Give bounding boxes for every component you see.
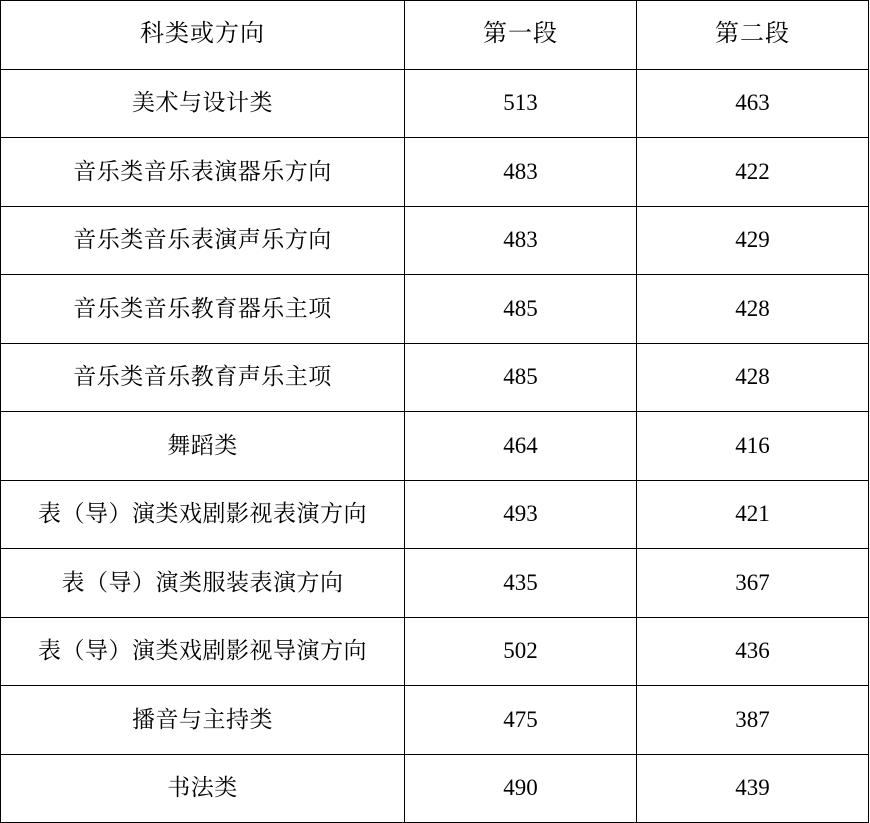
major-name: 播音与主持类 bbox=[1, 686, 405, 755]
column-header-segment-2: 第二段 bbox=[637, 1, 869, 70]
segment-2-score: 421 bbox=[637, 480, 869, 549]
column-header-major: 科类或方向 bbox=[1, 1, 405, 70]
table-header-row bbox=[1, 1, 869, 70]
segment-2-score: 387 bbox=[637, 686, 869, 755]
major-name: 表（导）演类戏剧影视表演方向 bbox=[1, 480, 405, 549]
table-row bbox=[1, 138, 869, 207]
table-row bbox=[1, 275, 869, 344]
table-row bbox=[1, 480, 869, 549]
major-name: 表（导）演类戏剧影视导演方向 bbox=[1, 617, 405, 686]
table-header bbox=[1, 1, 869, 70]
segment-1-score: 475 bbox=[405, 686, 637, 755]
segment-1-score: 502 bbox=[405, 617, 637, 686]
major-name: 书法类 bbox=[1, 754, 405, 823]
table-row bbox=[1, 69, 869, 138]
segment-2-score: 428 bbox=[637, 343, 869, 412]
segment-2-score: 416 bbox=[637, 412, 869, 481]
table-row bbox=[1, 549, 869, 618]
segment-2-score: 436 bbox=[637, 617, 869, 686]
major-name: 音乐类音乐表演器乐方向 bbox=[1, 138, 405, 207]
segment-1-score: 483 bbox=[405, 138, 637, 207]
segment-2-score: 428 bbox=[637, 275, 869, 344]
table-row bbox=[1, 617, 869, 686]
table-row bbox=[1, 412, 869, 481]
segment-1-score: 485 bbox=[405, 275, 637, 344]
major-name: 舞蹈类 bbox=[1, 412, 405, 481]
segment-1-score: 483 bbox=[405, 206, 637, 275]
table-row bbox=[1, 754, 869, 823]
segment-2-score: 429 bbox=[637, 206, 869, 275]
segment-1-score: 464 bbox=[405, 412, 637, 481]
segment-2-score: 439 bbox=[637, 754, 869, 823]
table-body bbox=[1, 69, 869, 823]
segment-2-score: 422 bbox=[637, 138, 869, 207]
table-row bbox=[1, 686, 869, 755]
major-name: 美术与设计类 bbox=[1, 69, 405, 138]
segment-1-score: 435 bbox=[405, 549, 637, 618]
major-name: 音乐类音乐教育器乐主项 bbox=[1, 275, 405, 344]
major-name: 音乐类音乐教育声乐主项 bbox=[1, 343, 405, 412]
major-name: 音乐类音乐表演声乐方向 bbox=[1, 206, 405, 275]
segment-2-score: 367 bbox=[637, 549, 869, 618]
table-row bbox=[1, 343, 869, 412]
segment-2-score: 463 bbox=[637, 69, 869, 138]
segment-1-score: 513 bbox=[405, 69, 637, 138]
major-name: 表（导）演类服装表演方向 bbox=[1, 549, 405, 618]
segment-1-score: 485 bbox=[405, 343, 637, 412]
segment-1-score: 490 bbox=[405, 754, 637, 823]
segment-1-score: 493 bbox=[405, 480, 637, 549]
column-header-segment-1: 第一段 bbox=[405, 1, 637, 70]
table-row bbox=[1, 206, 869, 275]
